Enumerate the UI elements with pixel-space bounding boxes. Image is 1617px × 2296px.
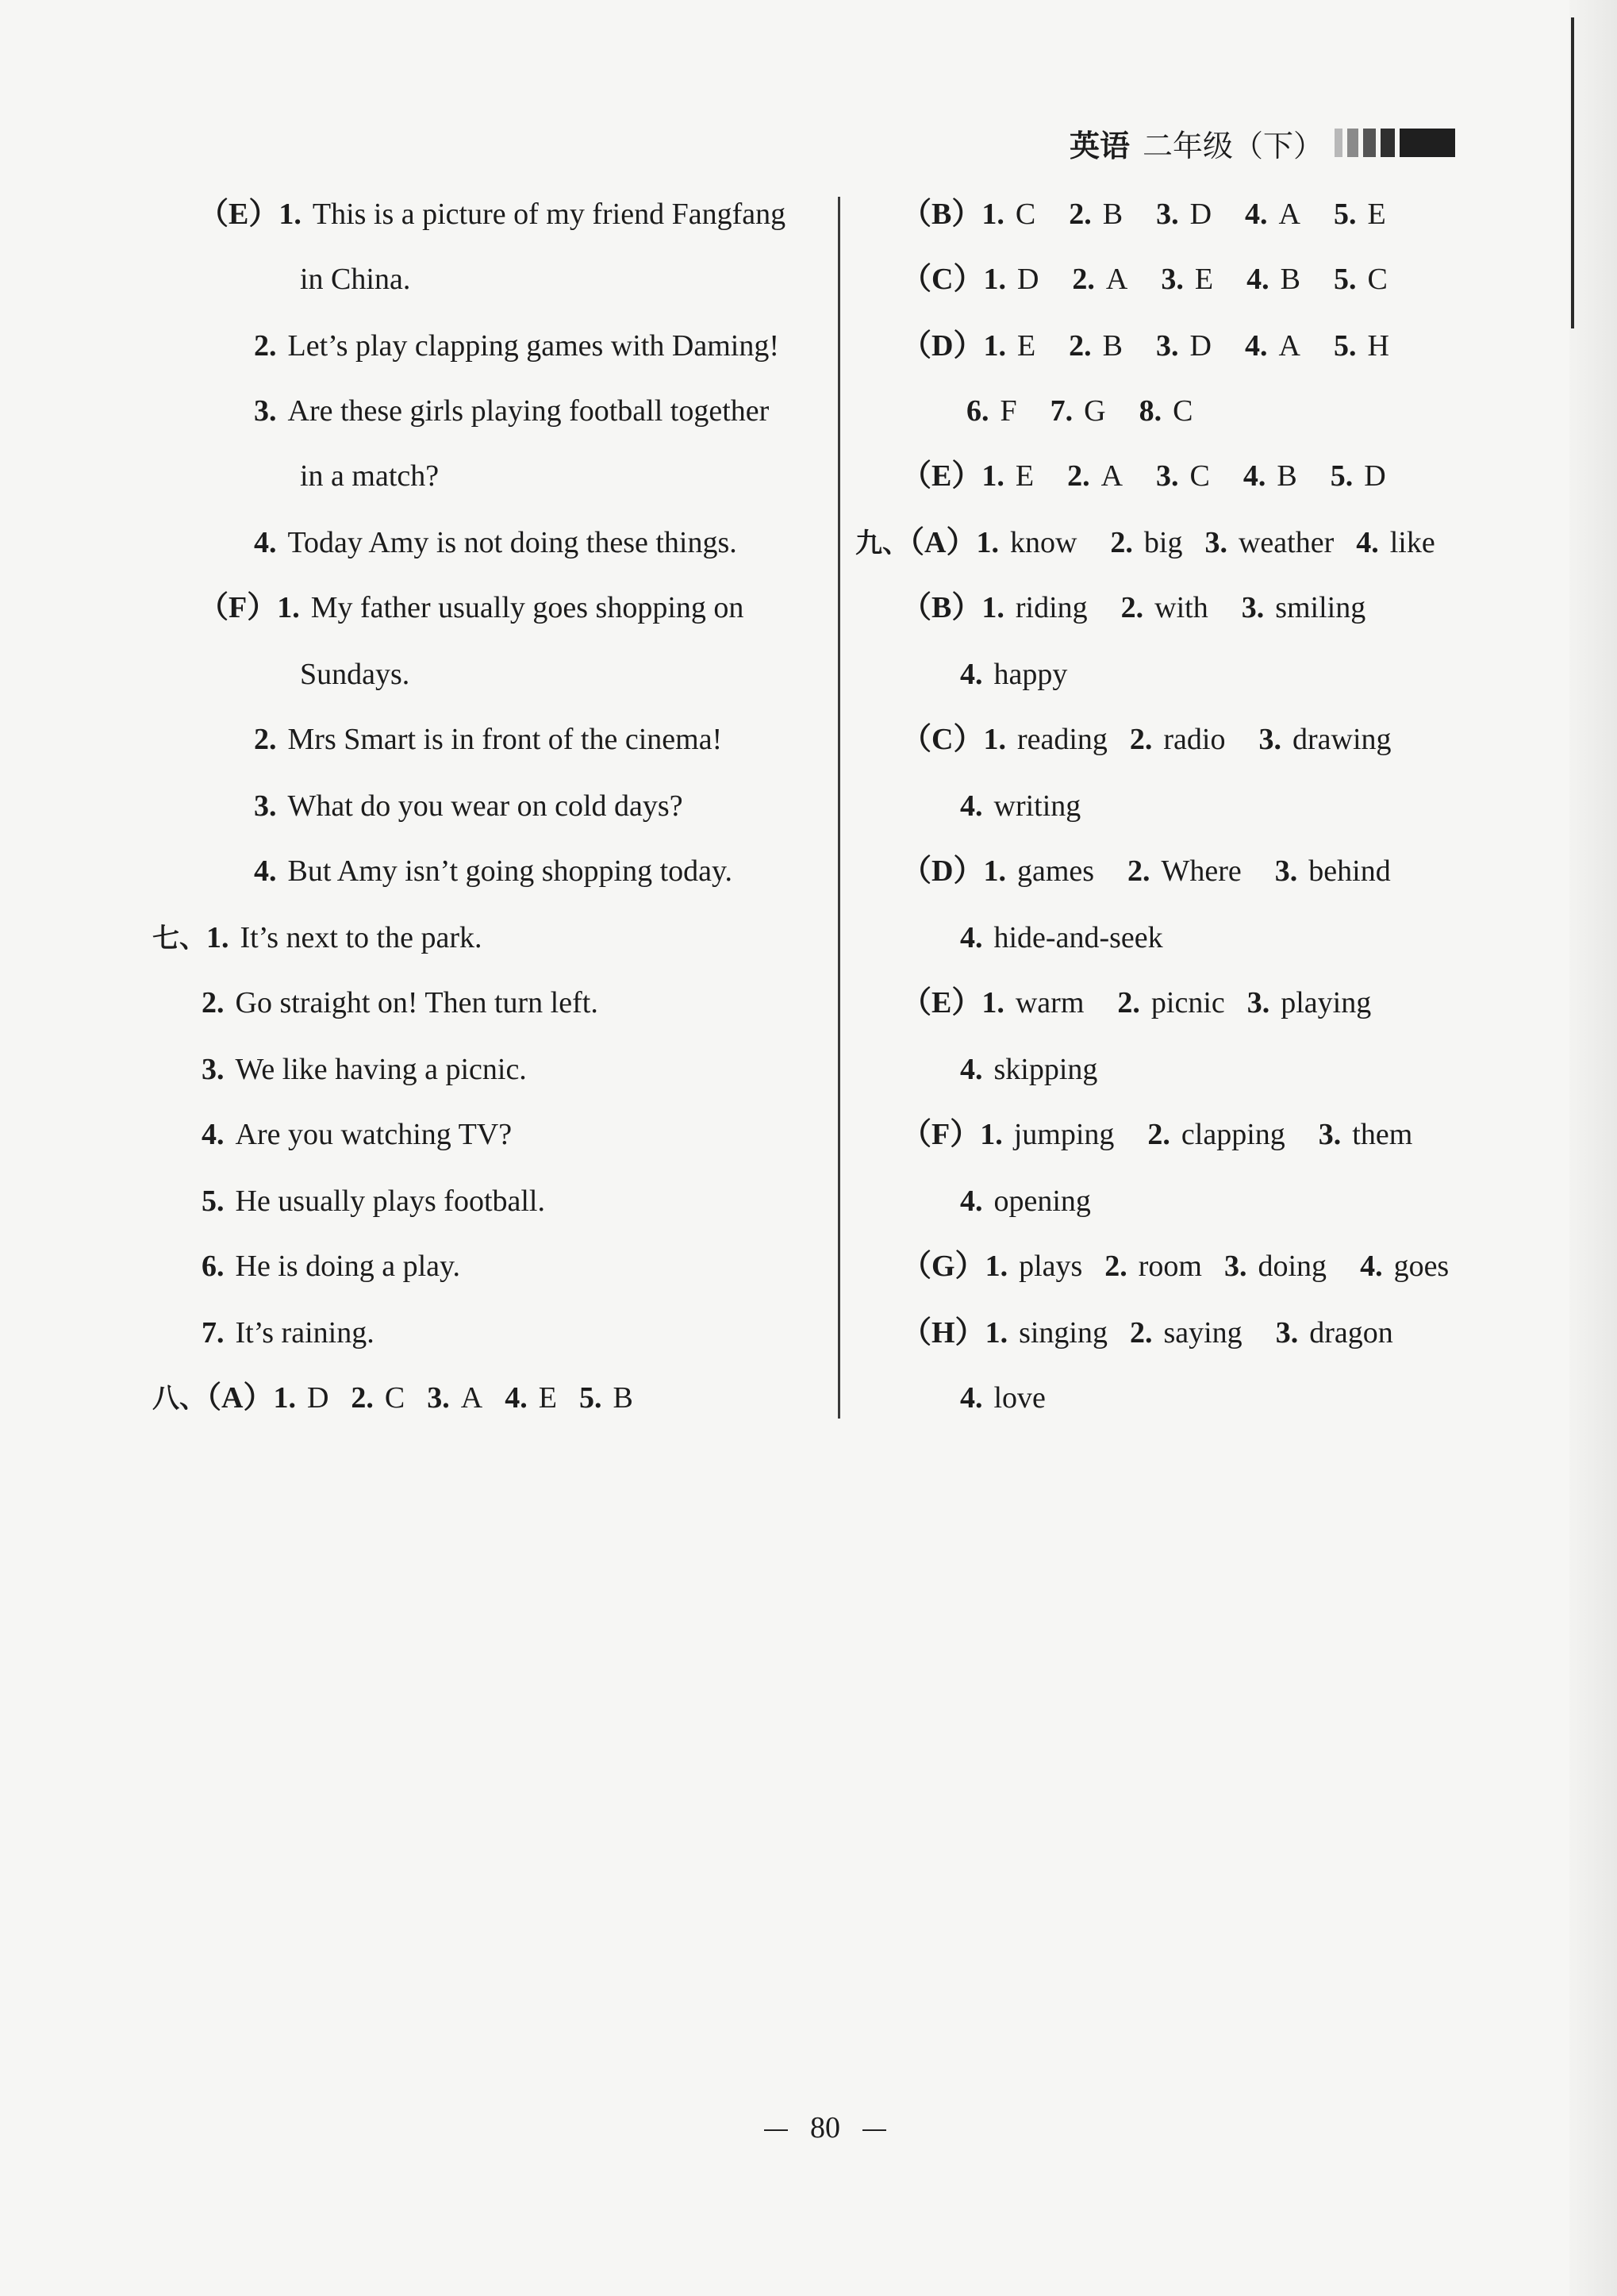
item-number: 4.: [960, 789, 983, 823]
answer-line: [901, 452, 1386, 500]
answer-line: [254, 322, 779, 370]
answer-word: big: [1143, 526, 1183, 559]
item-number: 4.: [960, 921, 983, 954]
item-number: 3.: [427, 1381, 450, 1415]
answer-line: [254, 387, 769, 435]
answer-line: [198, 584, 743, 632]
answer-line: [960, 914, 1163, 962]
answer-text: But Amy isn’t going shopping today.: [287, 854, 733, 888]
answer-line: [901, 190, 1386, 238]
item-number: 1.: [976, 526, 999, 559]
answer-choice: A: [1100, 459, 1123, 493]
answer-word: doing: [1258, 1250, 1327, 1283]
answer-text: Are you watching TV?: [235, 1118, 513, 1151]
item-number: 5.: [578, 1381, 602, 1415]
answer-choice: D: [1189, 329, 1212, 363]
section-label: （B）: [901, 591, 982, 624]
item-number: 4.: [1243, 459, 1266, 493]
item-number: 3.: [1161, 263, 1184, 296]
answer-text: in a match?: [300, 459, 440, 493]
answer-choice: B: [1102, 329, 1123, 363]
answer-choice: D: [1189, 198, 1212, 231]
answer-choice: H: [1367, 329, 1389, 363]
answer-text: He is doing a play.: [235, 1250, 461, 1283]
answer-text: Sundays.: [300, 658, 410, 691]
answer-line: [300, 452, 439, 500]
answer-word: opening: [993, 1184, 1091, 1218]
item-number: 1.: [981, 198, 1004, 231]
item-number: 1.: [985, 1250, 1008, 1283]
answer-word: weather: [1238, 526, 1335, 559]
answer-text: This is a picture of my friend Fangfang: [312, 198, 786, 231]
section-label: （D）: [901, 854, 984, 888]
item-number: 1.: [981, 986, 1004, 1019]
item-number: 2.: [351, 1381, 374, 1415]
answer-line: [202, 1046, 527, 1093]
item-number: 4.: [1245, 198, 1268, 231]
footer-dash: [764, 2129, 788, 2131]
item-number: 3.: [1318, 1118, 1342, 1151]
item-number: 4.: [254, 526, 277, 559]
item-number: 4.: [960, 658, 983, 691]
item-number: 5.: [1333, 263, 1357, 296]
answer-choice: E: [538, 1381, 557, 1415]
answer-line: [152, 1374, 633, 1422]
column-divider: [838, 197, 840, 1419]
answer-word: goes: [1393, 1250, 1450, 1283]
item-number: 7.: [202, 1316, 225, 1350]
binding-edge-line: [1571, 17, 1574, 328]
answer-line: [901, 979, 1371, 1027]
answer-word: room: [1138, 1250, 1202, 1283]
answer-word: jumping: [1013, 1118, 1115, 1151]
answer-line: [960, 1374, 1046, 1422]
item-number: 3.: [1156, 198, 1179, 231]
answer-line: [960, 1046, 1097, 1093]
section-label: （B）: [901, 198, 982, 231]
item-number: 3.: [1275, 1316, 1299, 1350]
section-label: （C）: [901, 263, 984, 296]
section-label: （E）: [198, 198, 279, 231]
answer-line: [198, 190, 785, 238]
answer-line: [960, 1177, 1091, 1225]
item-number: 3.: [1274, 854, 1298, 888]
section-label: （A）: [909, 526, 977, 559]
answer-word: Where: [1161, 854, 1242, 888]
answer-text: in China.: [300, 263, 411, 296]
answer-word: like: [1389, 526, 1435, 559]
section-label: （E）: [901, 459, 982, 493]
item-number: 1.: [980, 1118, 1003, 1151]
answer-line: [901, 255, 1388, 303]
answer-text: Let’s play clapping games with Daming!: [287, 329, 779, 363]
item-number: 5.: [1330, 459, 1354, 493]
answer-choice: C: [1367, 263, 1388, 296]
answer-line: [202, 1177, 545, 1225]
item-number: 1.: [278, 198, 302, 231]
answer-line: [966, 387, 1193, 435]
answer-text: Are these girls playing football together: [287, 394, 770, 428]
answer-choice: E: [1194, 263, 1214, 296]
answer-line: [300, 651, 409, 698]
answer-line: [960, 651, 1067, 698]
item-number: 7.: [1050, 394, 1074, 428]
header-decoration-bars: [1335, 127, 1455, 159]
item-number: 4.: [1244, 329, 1268, 363]
answer-choice: B: [613, 1381, 633, 1415]
answer-text: Today Amy is not doing these things.: [287, 526, 737, 559]
item-number: 5.: [1333, 329, 1357, 363]
answer-line: [960, 782, 1081, 830]
page-edge: [1569, 0, 1617, 2296]
answer-choice: E: [1016, 329, 1036, 363]
section-label: 七、: [152, 923, 206, 954]
answer-choice: A: [460, 1381, 483, 1415]
section-label: 八、: [152, 1383, 206, 1415]
item-number: 2.: [1129, 1316, 1153, 1350]
item-number: 1.: [206, 921, 229, 954]
item-number: 2.: [1120, 591, 1144, 624]
answer-line: [300, 255, 410, 303]
answer-choice: C: [384, 1381, 405, 1415]
answer-word: warm: [1015, 986, 1085, 1019]
item-number: 2.: [1127, 854, 1150, 888]
answer-choice: D: [1016, 263, 1039, 296]
item-number: 1.: [273, 1381, 296, 1415]
item-number: 4.: [1246, 263, 1269, 296]
header-grade: 二年级（下）: [1143, 128, 1324, 163]
answer-choice: G: [1084, 394, 1106, 428]
item-number: 4.: [960, 1184, 983, 1218]
item-number: 3.: [1241, 591, 1265, 624]
section-label: （C）: [901, 723, 984, 756]
item-number: 5.: [1333, 198, 1357, 231]
answer-choice: C: [1015, 198, 1036, 231]
answer-word: dragon: [1309, 1316, 1393, 1350]
item-number: 3.: [1156, 459, 1179, 493]
item-number: 3.: [1246, 986, 1270, 1019]
answer-choice: E: [1015, 459, 1035, 493]
answer-word: saying: [1163, 1316, 1243, 1350]
answer-text: It’s raining.: [235, 1316, 374, 1350]
answer-word: drawing: [1292, 723, 1392, 756]
item-number: 2.: [1069, 198, 1092, 231]
item-number: 2.: [254, 329, 277, 363]
item-number: 3.: [1156, 329, 1179, 363]
section-label: （F）: [901, 1118, 981, 1151]
answer-text: It’s next to the park.: [240, 921, 482, 954]
item-number: 2.: [1067, 459, 1090, 493]
answer-word: love: [993, 1381, 1046, 1415]
answer-word: skipping: [993, 1053, 1098, 1086]
item-number: 1.: [981, 591, 1004, 624]
answer-line: [901, 584, 1365, 632]
item-number: 1.: [981, 459, 1004, 493]
item-number: 2.: [1072, 263, 1095, 296]
answer-line: [901, 1111, 1412, 1158]
item-number: 1.: [983, 723, 1006, 756]
item-number: 8.: [1139, 394, 1162, 428]
answer-line: [254, 782, 683, 830]
section-label: （D）: [901, 329, 984, 363]
section-label: （H）: [901, 1316, 985, 1350]
answer-choice: B: [1102, 198, 1123, 231]
item-number: 3.: [1258, 723, 1281, 756]
item-number: 4.: [1356, 526, 1379, 559]
item-number: 4.: [254, 854, 277, 888]
answer-word: writing: [993, 789, 1081, 823]
answer-word: happy: [993, 658, 1068, 691]
item-number: 2.: [202, 986, 225, 1019]
answer-choice: F: [1000, 394, 1017, 428]
item-number: 2.: [1110, 526, 1133, 559]
answer-word: riding: [1015, 591, 1088, 624]
item-number: 1.: [983, 329, 1006, 363]
answer-line: [202, 979, 598, 1027]
section-label: （F）: [198, 591, 278, 624]
answer-text: Mrs Smart is in front of the cinema!: [287, 723, 723, 756]
item-number: 4.: [960, 1381, 983, 1415]
answer-word: plays: [1019, 1250, 1083, 1283]
item-number: 3.: [1204, 526, 1227, 559]
answer-line: [901, 322, 1389, 370]
answer-choice: D: [306, 1381, 329, 1415]
footer-dash: [862, 2129, 886, 2131]
answer-line: [254, 847, 732, 895]
answer-text: What do you wear on cold days?: [287, 789, 683, 823]
item-number: 1.: [983, 263, 1006, 296]
answer-word: with: [1154, 591, 1208, 624]
answer-text: We like having a picnic.: [235, 1053, 527, 1086]
answer-line: [202, 1111, 512, 1158]
answer-line: [202, 1242, 460, 1290]
answer-choice: C: [1173, 394, 1193, 428]
section-label: （E）: [901, 986, 982, 1019]
answer-line: [901, 847, 1391, 895]
item-number: 2.: [1069, 329, 1092, 363]
answer-word: radio: [1163, 723, 1226, 756]
item-number: 3.: [1224, 1250, 1247, 1283]
answer-line: [855, 519, 1435, 566]
item-number: 4.: [960, 1053, 983, 1086]
answer-text: My father usually goes shopping on: [310, 591, 744, 624]
answer-text: Go straight on! Then turn left.: [235, 986, 598, 1019]
item-number: 1.: [985, 1316, 1008, 1350]
item-number: 1.: [983, 854, 1006, 888]
answer-line: [901, 1309, 1393, 1357]
answer-choice: D: [1364, 459, 1386, 493]
answer-line: [254, 519, 737, 566]
answer-word: games: [1016, 854, 1095, 888]
header-subject: 英语: [1070, 128, 1131, 163]
answer-word: picnic: [1150, 986, 1225, 1019]
answer-line: [254, 716, 722, 763]
item-number: 2.: [1147, 1118, 1170, 1151]
answer-word: reading: [1016, 723, 1108, 756]
section-label: 九、: [855, 528, 909, 559]
page-number: 80: [810, 2111, 840, 2144]
section-label: （G）: [901, 1250, 985, 1283]
answer-word: smiling: [1275, 591, 1366, 624]
answer-line: [202, 1309, 374, 1357]
answer-line: [901, 716, 1392, 763]
answer-choice: A: [1105, 263, 1128, 296]
answer-word: playing: [1281, 986, 1372, 1019]
item-number: 2.: [1117, 986, 1140, 1019]
answer-word: clapping: [1181, 1118, 1285, 1151]
answer-choice: A: [1278, 329, 1300, 363]
item-number: 3.: [202, 1053, 225, 1086]
item-number: 3.: [254, 789, 277, 823]
item-number: 4.: [505, 1381, 528, 1415]
answer-word: them: [1352, 1118, 1413, 1151]
item-number: 2.: [1104, 1250, 1127, 1283]
answer-word: singing: [1019, 1316, 1108, 1350]
page-footer: [0, 2104, 1617, 2152]
item-number: 5.: [202, 1184, 225, 1218]
answer-word: hide-and-seek: [993, 921, 1163, 954]
item-number: 3.: [254, 394, 277, 428]
answer-word: behind: [1308, 854, 1391, 888]
answer-word: know: [1009, 526, 1077, 559]
answer-choice: E: [1367, 198, 1386, 231]
item-number: 2.: [1129, 723, 1153, 756]
item-number: 1.: [277, 591, 300, 624]
item-number: 4.: [1360, 1250, 1383, 1283]
answer-text: He usually plays football.: [235, 1184, 545, 1218]
answer-line: [901, 1242, 1449, 1290]
page-header: [1070, 121, 1455, 165]
answer-line: [152, 914, 482, 962]
answer-choice: B: [1277, 459, 1297, 493]
section-label: （A）: [206, 1381, 274, 1415]
item-number: 2.: [254, 723, 277, 756]
answer-choice: B: [1280, 263, 1300, 296]
answer-choice: A: [1278, 198, 1300, 231]
item-number: 4.: [202, 1118, 225, 1151]
item-number: 6.: [202, 1250, 225, 1283]
answer-choice: C: [1189, 459, 1210, 493]
item-number: 6.: [966, 394, 989, 428]
